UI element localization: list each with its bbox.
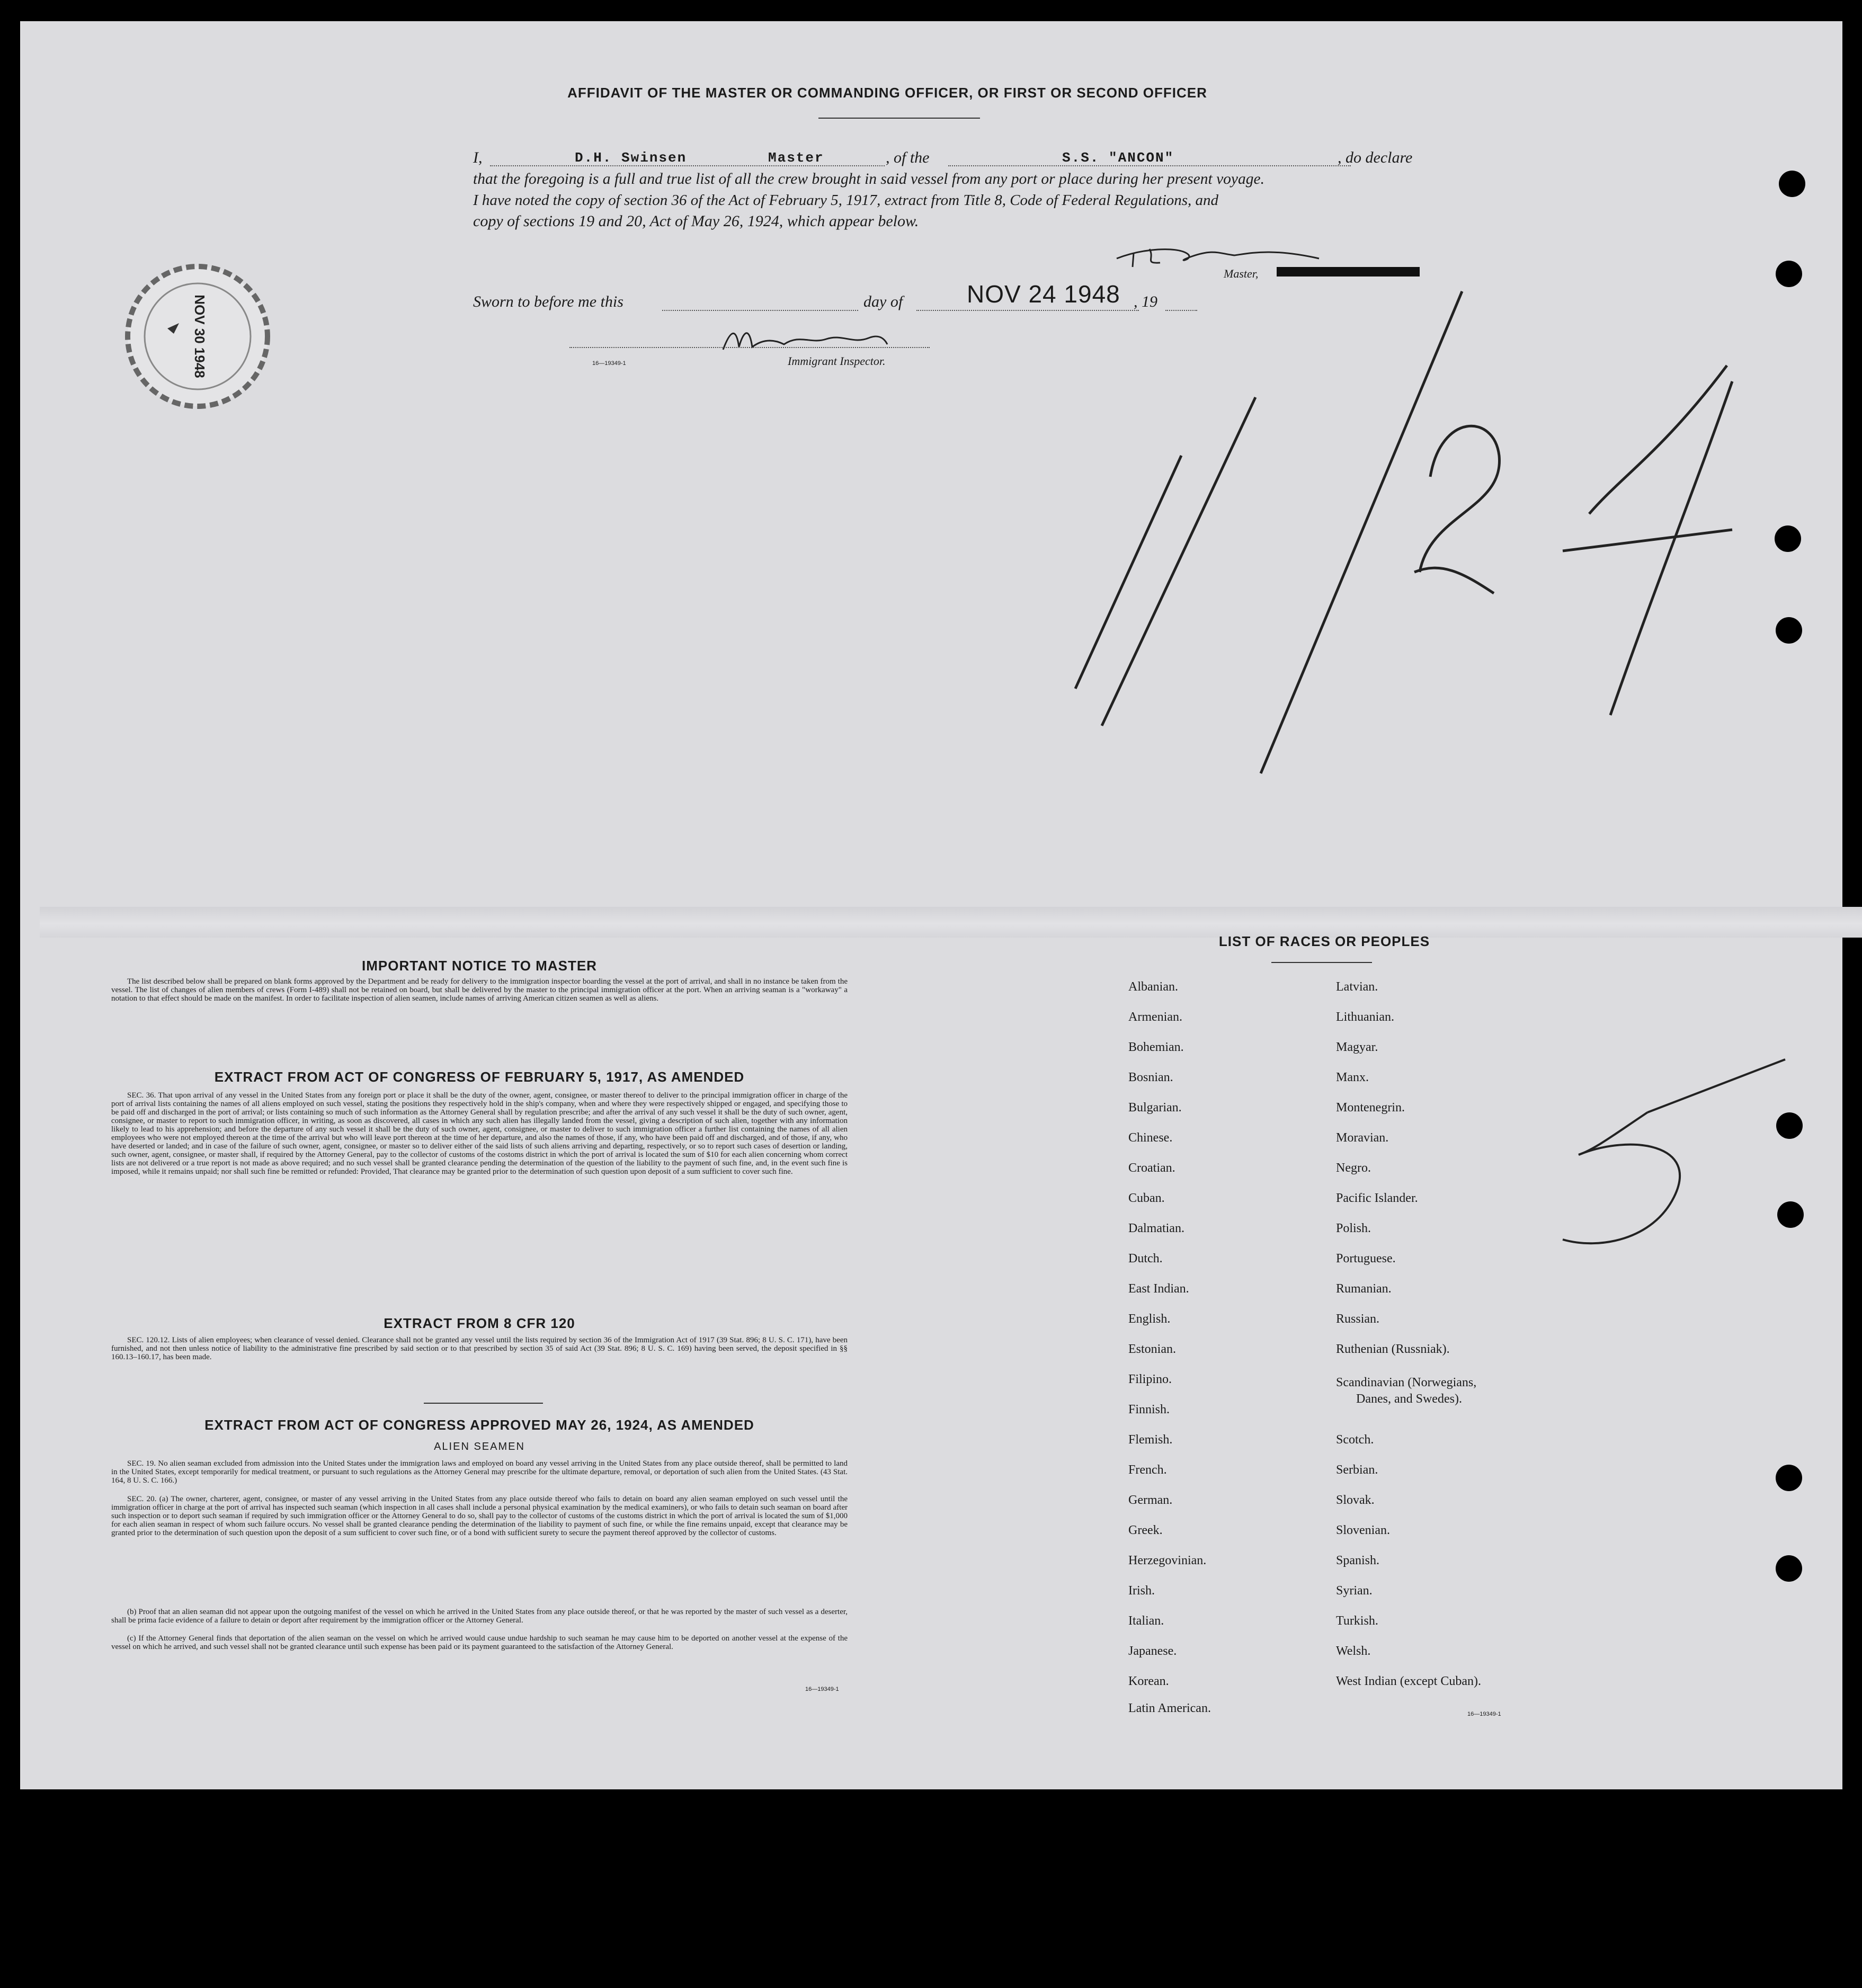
race-item: Rumanian. [1336, 1282, 1392, 1296]
race-item: Irish. [1128, 1584, 1155, 1598]
sworn-day-line [662, 310, 858, 311]
race-item: Lithuanian. [1336, 1010, 1394, 1024]
sec20c-text: (c) If the Attorney General finds that deportation of the alien seaman on the vessel on which he arrived would cause undue hardship to such seaman he may cause him to be deported on another vessel at the expense of the vessel on which he arrived, and such vessel shall not be granted clearance until such expense has been paid or its payment guaranteed to the satisfaction of the Attorney General. [111, 1634, 848, 1651]
handwritten-date [1059, 275, 1748, 779]
extract-cfr-body: SEC. 120.12. Lists of alien employees; when clearance of vessel denied. Clearance shall not be granted any vessel until the lists required by section 36 of the Immigration Act of 1917 (39 Stat. 896; 8 U. S. C. 171), have been furnished, and not then unless notice of liability to the administrative fine prescribed by said section or to that prescribed by section 35 of said Act (39 Stat. 896; 8 U. S. C. 169) having been served, the deposit specified in §§ 160.13–160.17, has been made. [111, 1336, 848, 1361]
race-item: Herzegovinian. [1128, 1554, 1207, 1567]
race-item: Bosnian. [1128, 1071, 1173, 1084]
race-item: West Indian (except Cuban). [1336, 1674, 1481, 1688]
race-item: Filipino. [1128, 1372, 1172, 1386]
race-item: Serbian. [1336, 1463, 1378, 1477]
race-item: Slovenian. [1336, 1523, 1390, 1537]
inspector-signature [720, 323, 890, 355]
master-rank: Master [768, 150, 824, 166]
races-divider [1271, 962, 1372, 963]
race-item: Finnish. [1128, 1403, 1170, 1416]
title-divider [818, 118, 980, 119]
race-item: Latvian. [1336, 980, 1378, 994]
race-item: French. [1128, 1463, 1167, 1477]
page-fold [40, 907, 1862, 938]
inspector-label: Immigrant Inspector. [788, 354, 886, 368]
extract-form-number: 16—19349-1 [805, 1686, 839, 1692]
master-signature [1112, 237, 1324, 269]
race-item: Flemish. [1128, 1433, 1173, 1447]
vessel-name: S.S. "ANCON" [1062, 150, 1174, 166]
notice-body: The list described below shall be prepared on blank forms approved by the Department and be ready for delivery to the immigration inspector boarding the vessel at the port of arrival, and shall in no instance be taken from the vessel. The list of changes of alien members of crews (Form I-489) shall not be retained on board, but shall be delivered by the master to the principal immigration officer at the port. When an arriving seaman is a "workaway" a notation to that effect should be made on the manifest. In order to facilitate inspection of alien seamen, include names of arriving American citizen seamen as well as aliens. [111, 977, 848, 1003]
race-item: Latin American. [1128, 1701, 1211, 1715]
master-label: Master, [1224, 267, 1259, 280]
race-item: Slovak. [1336, 1493, 1375, 1507]
race-item: Manx. [1336, 1071, 1369, 1084]
sec19-text: SEC. 19. No alien seaman excluded from admission into the United States under the immigration laws and employed on board any vessel arriving in the United States from any place outside thereof, shall be permitted to land in the United States, except temporarily for medical treatment, or pursuant to such regulations as the Attorney General may prescribe for the ultimate departure, removal, or deportation of such alien from the United States. (43 Stat. 164, 8 U. S. C. 166.) [111, 1459, 848, 1485]
races-form-number: 16—19349-1 [1467, 1711, 1501, 1717]
master-name: D.H. Swinsen [575, 150, 687, 166]
do-declare-text: , do declare [1338, 149, 1413, 166]
race-item: Pacific Islander. [1336, 1191, 1418, 1205]
race-item: Dalmatian. [1128, 1222, 1184, 1235]
race-item: Korean. [1128, 1674, 1169, 1688]
race-item: Ruthenian (Russniak). [1336, 1342, 1450, 1356]
race-item: Spanish. [1336, 1554, 1380, 1567]
notice-title: IMPORTANT NOTICE TO MASTER [362, 958, 597, 974]
official-seal [121, 260, 274, 413]
race-item: Danes, and Swedes). [1356, 1392, 1462, 1406]
race-item: Syrian. [1336, 1584, 1373, 1598]
race-item: Armenian. [1128, 1010, 1182, 1024]
race-item: Scotch. [1336, 1433, 1374, 1447]
race-item: Turkish. [1336, 1614, 1378, 1628]
race-item: Magyar. [1336, 1040, 1378, 1054]
race-item: Welsh. [1336, 1644, 1371, 1658]
punch-hole [1776, 1465, 1802, 1491]
extract-1917-title: EXTRACT FROM ACT OF CONGRESS OF FEBRUARY 5, 1917, AS AMENDED [214, 1069, 745, 1085]
affidavit-title: AFFIDAVIT OF THE MASTER OR COMMANDING OFFICER, OR FIRST OR SECOND OFFICER [567, 85, 1207, 101]
extract-1917-body: SEC. 36. That upon arrival of any vessel in the United States from any foreign port or place it shall be the duty of the owner, agent, consignee, or master thereof to deliver to the principal immigration officer in charge of the port of arrival lists containing the names of all aliens employed on such vessel, stating the positions they respectively hold in the ship's company, when and where they were respectively shipped or engaged, and specifying those to be paid off and discharged in the port of arrival; or lists containing so much of such information as the Attorney General shall by regulation prescribe; and after the arrival of any such vessel it shall be the duty of such owner, agent, consignee, or master to report to such immigration officer, in writing, as soon as discovered, all cases in which any such alien has illegally landed from the vessel, giving a description of such alien, together with any information likely to lead to his apprehension; and before the departure of any such vessel it shall be the duty of such owner, agent, consignee, or master to deliver to such immigration officer a further list containing the names of all alien employees who were not employed thereon at the time of the arrival but who will leave port thereon at the time of her departure, and also the names of those, if any, who have been paid off and discharged, and of those, if any, who have deserted or landed; and in case of the failure of such owner, agent, consignee, or master so to deliver either of the said lists of such aliens arriving and departing, respectively, or so to report such cases of desertion or landing, such owner, agent, consignee, or master shall, if required by the Attorney General, pay to the collector of customs of the costoms district in which the port of arrival is located the sum of $10 for each alien concerning whom correct lists are not delivered or a true report is not made as above required; and no such vessel shall be granted clearance pending the determination of the question of the liability to the payment of such fine, and, in the event such fine is imposed, while it remains unpaid; nor shall such fine be remitted or refunded: Provided, That clearance may be granted prior to the determination of such question upon deposit of a sum sufficient to cover such fine. [111, 1091, 848, 1176]
handwritten-number [1552, 1038, 1817, 1303]
race-item: German. [1128, 1493, 1173, 1507]
race-item: Negro. [1336, 1161, 1371, 1175]
cfr-divider [424, 1403, 543, 1404]
race-item: Cuban. [1128, 1191, 1165, 1205]
race-item: Bulgarian. [1128, 1101, 1182, 1115]
extract-cfr-title: EXTRACT FROM 8 CFR 120 [384, 1315, 575, 1331]
affidavit-form-number: 16—19349-1 [592, 360, 626, 367]
punch-hole [1779, 171, 1805, 197]
date-stamp: NOV 24 1948 [967, 280, 1120, 308]
race-item: Chinese. [1128, 1131, 1173, 1145]
punch-hole [1776, 617, 1802, 644]
race-item: Greek. [1128, 1523, 1163, 1537]
master-name-line [490, 165, 885, 166]
declaration-i: I, [473, 149, 483, 166]
race-item: Scandinavian (Norwegians, [1336, 1376, 1477, 1389]
sec20a-text: SEC. 20. (a) The owner, charterer, agent, consignee, or master of any vessel arriving in the United States from any place outside thereof who fails to detain on board any alien seaman employed on such vessel until the immigration officer in charge at the port of arrival has inspected such seaman (which inspection in all cases shall include a personal physical examination by the medical examiners), or who fails to detain such seaman on board after such inspection or to deport such seaman if required by such immigration officer or the Attorney General to do so, shall pay to the collector of customs of the customs district in which the port of arrival is located the sum of $1,000 for each alien seaman in respect of whom such failure occurs. No vessel shall be granted clearance pending the determination of the liability to payment of such fine, or while the fine remains unpaid, except that clearance may be granted prior to the determination of such question upon the deposit of a sum sufficient to cover such fine, or of a bond with sufficient surety to secure the payment thereof approved by the collector of customs. [111, 1495, 848, 1537]
race-item: East Indian. [1128, 1282, 1189, 1296]
punch-hole [1776, 261, 1802, 287]
race-item: Estonian. [1128, 1342, 1176, 1356]
punch-hole [1776, 1555, 1802, 1582]
race-item: Portuguese. [1336, 1252, 1396, 1265]
seal-date: NOV 30 1948 [192, 295, 208, 378]
race-item: Croatian. [1128, 1161, 1175, 1175]
declaration-line-3: I have noted the copy of section 36 of the Act of February 5, 1917, extract from Title 8, Code of Federal Regulations, and [473, 192, 1219, 209]
race-item: Moravian. [1336, 1131, 1389, 1145]
race-item: Albanian. [1128, 980, 1178, 994]
extract-1924-title: EXTRACT FROM ACT OF CONGRESS APPROVED MAY 26, 1924, AS AMENDED [204, 1417, 754, 1433]
declaration-line-2: that the foregoing is a full and true list of all the crew brought in said vessel from any port or place during her present voyage. [473, 171, 1264, 188]
race-item: Russian. [1336, 1312, 1380, 1326]
race-item: Montenegrin. [1336, 1101, 1405, 1115]
race-item: Japanese. [1128, 1644, 1177, 1658]
race-item: English. [1128, 1312, 1171, 1326]
day-of-text: day of [863, 293, 903, 310]
race-item: Bohemian. [1128, 1040, 1184, 1054]
punch-hole [1775, 525, 1801, 552]
race-item: Italian. [1128, 1614, 1164, 1628]
year-prefix: , 19 [1134, 293, 1157, 310]
alien-seamen-subtitle: ALIEN SEAMEN [434, 1441, 525, 1452]
race-item: Dutch. [1128, 1252, 1163, 1265]
sworn-text: Sworn to before me this [473, 293, 623, 310]
race-item: Polish. [1336, 1222, 1371, 1235]
of-the-text: , of the [886, 149, 930, 166]
sec20b-text: (b) Proof that an alien seaman did not appear upon the outgoing manifest of the vessel on which he arrived in the United States from any place outside thereof, or that he was reported by the master of such vessel as a deserter, shall be prima facie evidence of a failure to detain or deport after requirement by the immigration officer or the Attorney General. [111, 1608, 848, 1625]
declaration-line-4: copy of sections 19 and 20, Act of May 26, 1924, which appear below. [473, 212, 919, 230]
races-title: LIST OF RACES OR PEOPLES [1218, 933, 1430, 949]
